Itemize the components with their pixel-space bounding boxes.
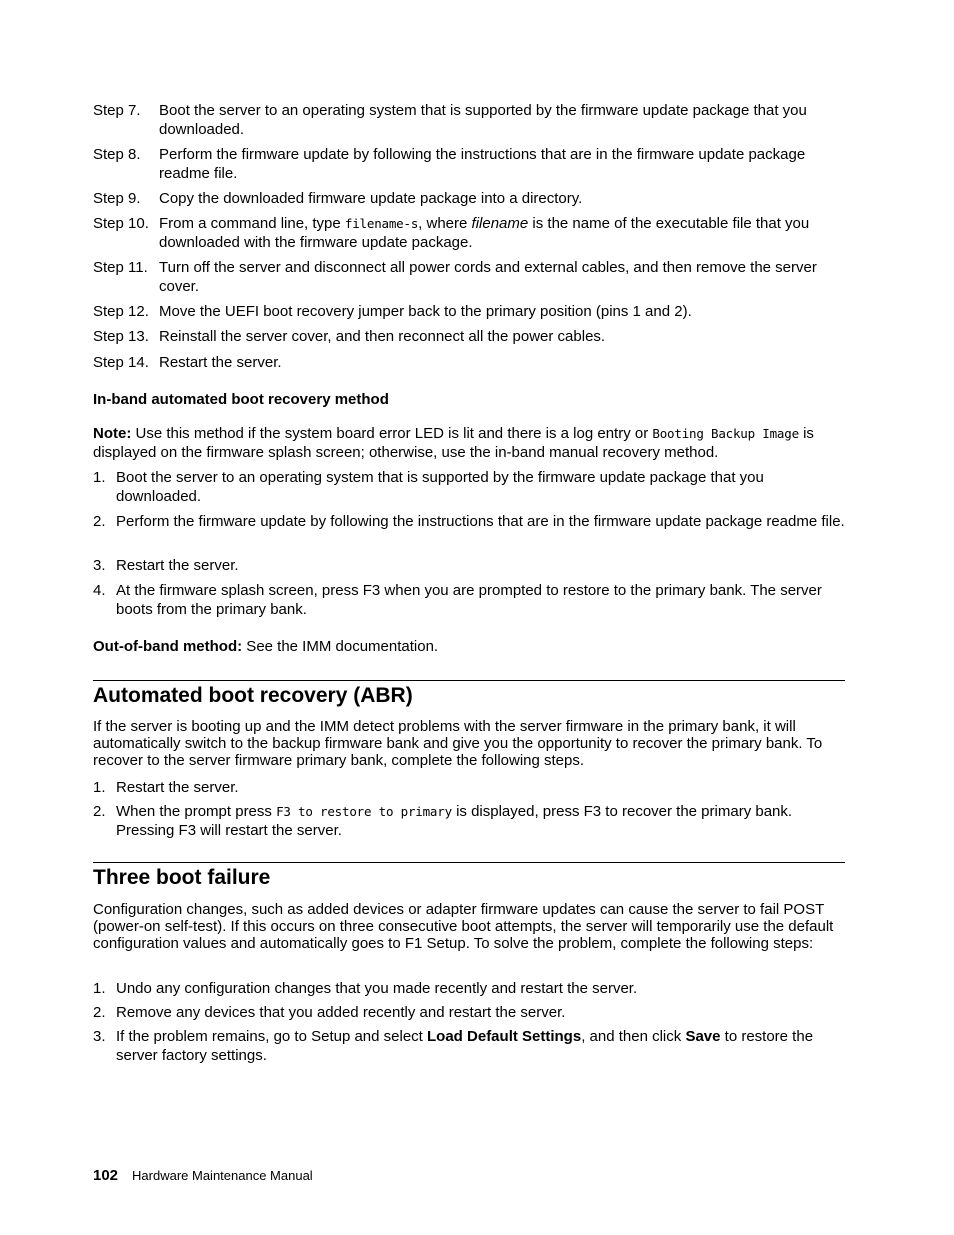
list-number: 2. [93,803,106,820]
step-text-part: , where [418,215,472,232]
filename-term: filename [471,215,529,232]
page-footer [93,1167,313,1186]
step-label: Step 14. [93,354,149,371]
list-number: 1. [93,980,106,997]
list-text [116,1028,845,1065]
step-label: Step 9. [93,190,141,207]
section-divider [93,862,845,863]
step-label: Step 13. [93,328,149,345]
list-text-part: When the prompt press [116,803,277,820]
list-number: 3. [93,1028,106,1045]
booting-backup-code: Booting Backup Image [652,426,799,441]
list-text: Restart the server. [116,779,239,796]
step-text: Perform the firmware update by following the instructions that are in the firmware update package readme file. [159,146,806,182]
oob-label: Out-of-band method: [93,638,243,655]
step-text: Boot the server to an operating system that is supported by the firmware update package that you downloaded. [159,102,807,138]
step-label: Step 8. [93,146,141,163]
out-of-band-note [93,638,845,657]
note-text: is displayed on the firmware splash screen; otherwise, use the in-band manual recovery method. [93,425,814,461]
list-text: Boot the server to an operating system that is supported by the firmware update package that you downloaded. [116,469,764,505]
step-text: Move the UEFI boot recovery jumper back to the primary position (pins 1 and 2). [159,303,692,320]
oob-text: See the IMM documentation. [242,638,439,655]
inband-heading: In-band automated boot recovery method [93,391,389,408]
list-text: Undo any configuration changes that you made recently and restart the server. [116,980,638,997]
step-text [159,215,845,252]
list-text-part: is displayed, press F3 to recover the primary bank. Pressing F3 will restart the server. [116,803,793,839]
step-text: Turn off the server and disconnect all power cords and external cables, and then remove the server cover. [159,259,817,295]
step-text: Restart the server. [159,354,282,371]
step-label: Step 12. [93,303,149,320]
list-text: Remove any devices that you added recently and restart the server. [116,1004,566,1021]
list-text-part: to restore the server factory settings. [116,1028,814,1064]
list-text: At the firmware splash screen, press F3 when you are prompted to restore to the primary bank. The server boots from the primary bank. [116,582,822,618]
list-text-part: , and then click [581,1028,686,1045]
prompt-code: F3 to restore to primary [276,804,452,819]
command-code: filename-s [344,216,419,231]
section-divider [93,680,845,681]
list-text: Perform the firmware update by following the instructions that are in the firmware update package readme file. [116,513,845,530]
abr-title: Automated boot recovery (ABR) [93,684,413,707]
tbf-title: Three boot failure [93,866,271,889]
inband-note [93,425,845,462]
tbf-intro: Configuration changes, such as added devices or adapter firmware updates can cause the server to fail POST (power-on self-test). If this occurs on three consecutive boot attempts, the server will temporarily use the default configuration values and automatically goes to F1 Setup. To solve the problem, complete the following steps: [93,901,834,952]
list-number: 1. [93,779,106,796]
save-term: Save [685,1028,721,1045]
note-text: Use this method if the system board error LED is lit and there is a log entry or [131,425,653,442]
load-default-settings-term: Load Default Settings [427,1028,582,1045]
list-text: Restart the server. [116,557,239,574]
step-text: Reinstall the server cover, and then reconnect all the power cables. [159,328,606,345]
list-number: 1. [93,469,106,486]
step-label: Step 7. [93,102,141,119]
list-text-part: If the problem remains, go to Setup and select [116,1028,428,1045]
list-number: 2. [93,1004,106,1021]
list-number: 4. [93,582,106,599]
abr-intro: If the server is booting up and the IMM detect problems with the server firmware in the primary bank, it will automatically switch to the backup firmware bank and give you the opportunity to recover the primary bank. To recover to the server firmware primary bank, complete the following steps. [93,718,823,769]
manual-title: Hardware Maintenance Manual [132,1168,313,1183]
step-label: Step 11. [93,259,148,276]
step-label: Step 10. [93,215,149,232]
list-number: 3. [93,557,106,574]
step-text: Copy the downloaded firmware update package into a directory. [159,190,583,207]
note-label: Note: [93,425,132,442]
list-text [116,803,845,840]
step-text-part: is the name of the executable file that you downloaded with the firmware update package. [159,215,810,251]
step-text-part: From a command line, type [159,215,345,232]
page-number: 102 [93,1167,119,1184]
list-number: 2. [93,513,106,530]
